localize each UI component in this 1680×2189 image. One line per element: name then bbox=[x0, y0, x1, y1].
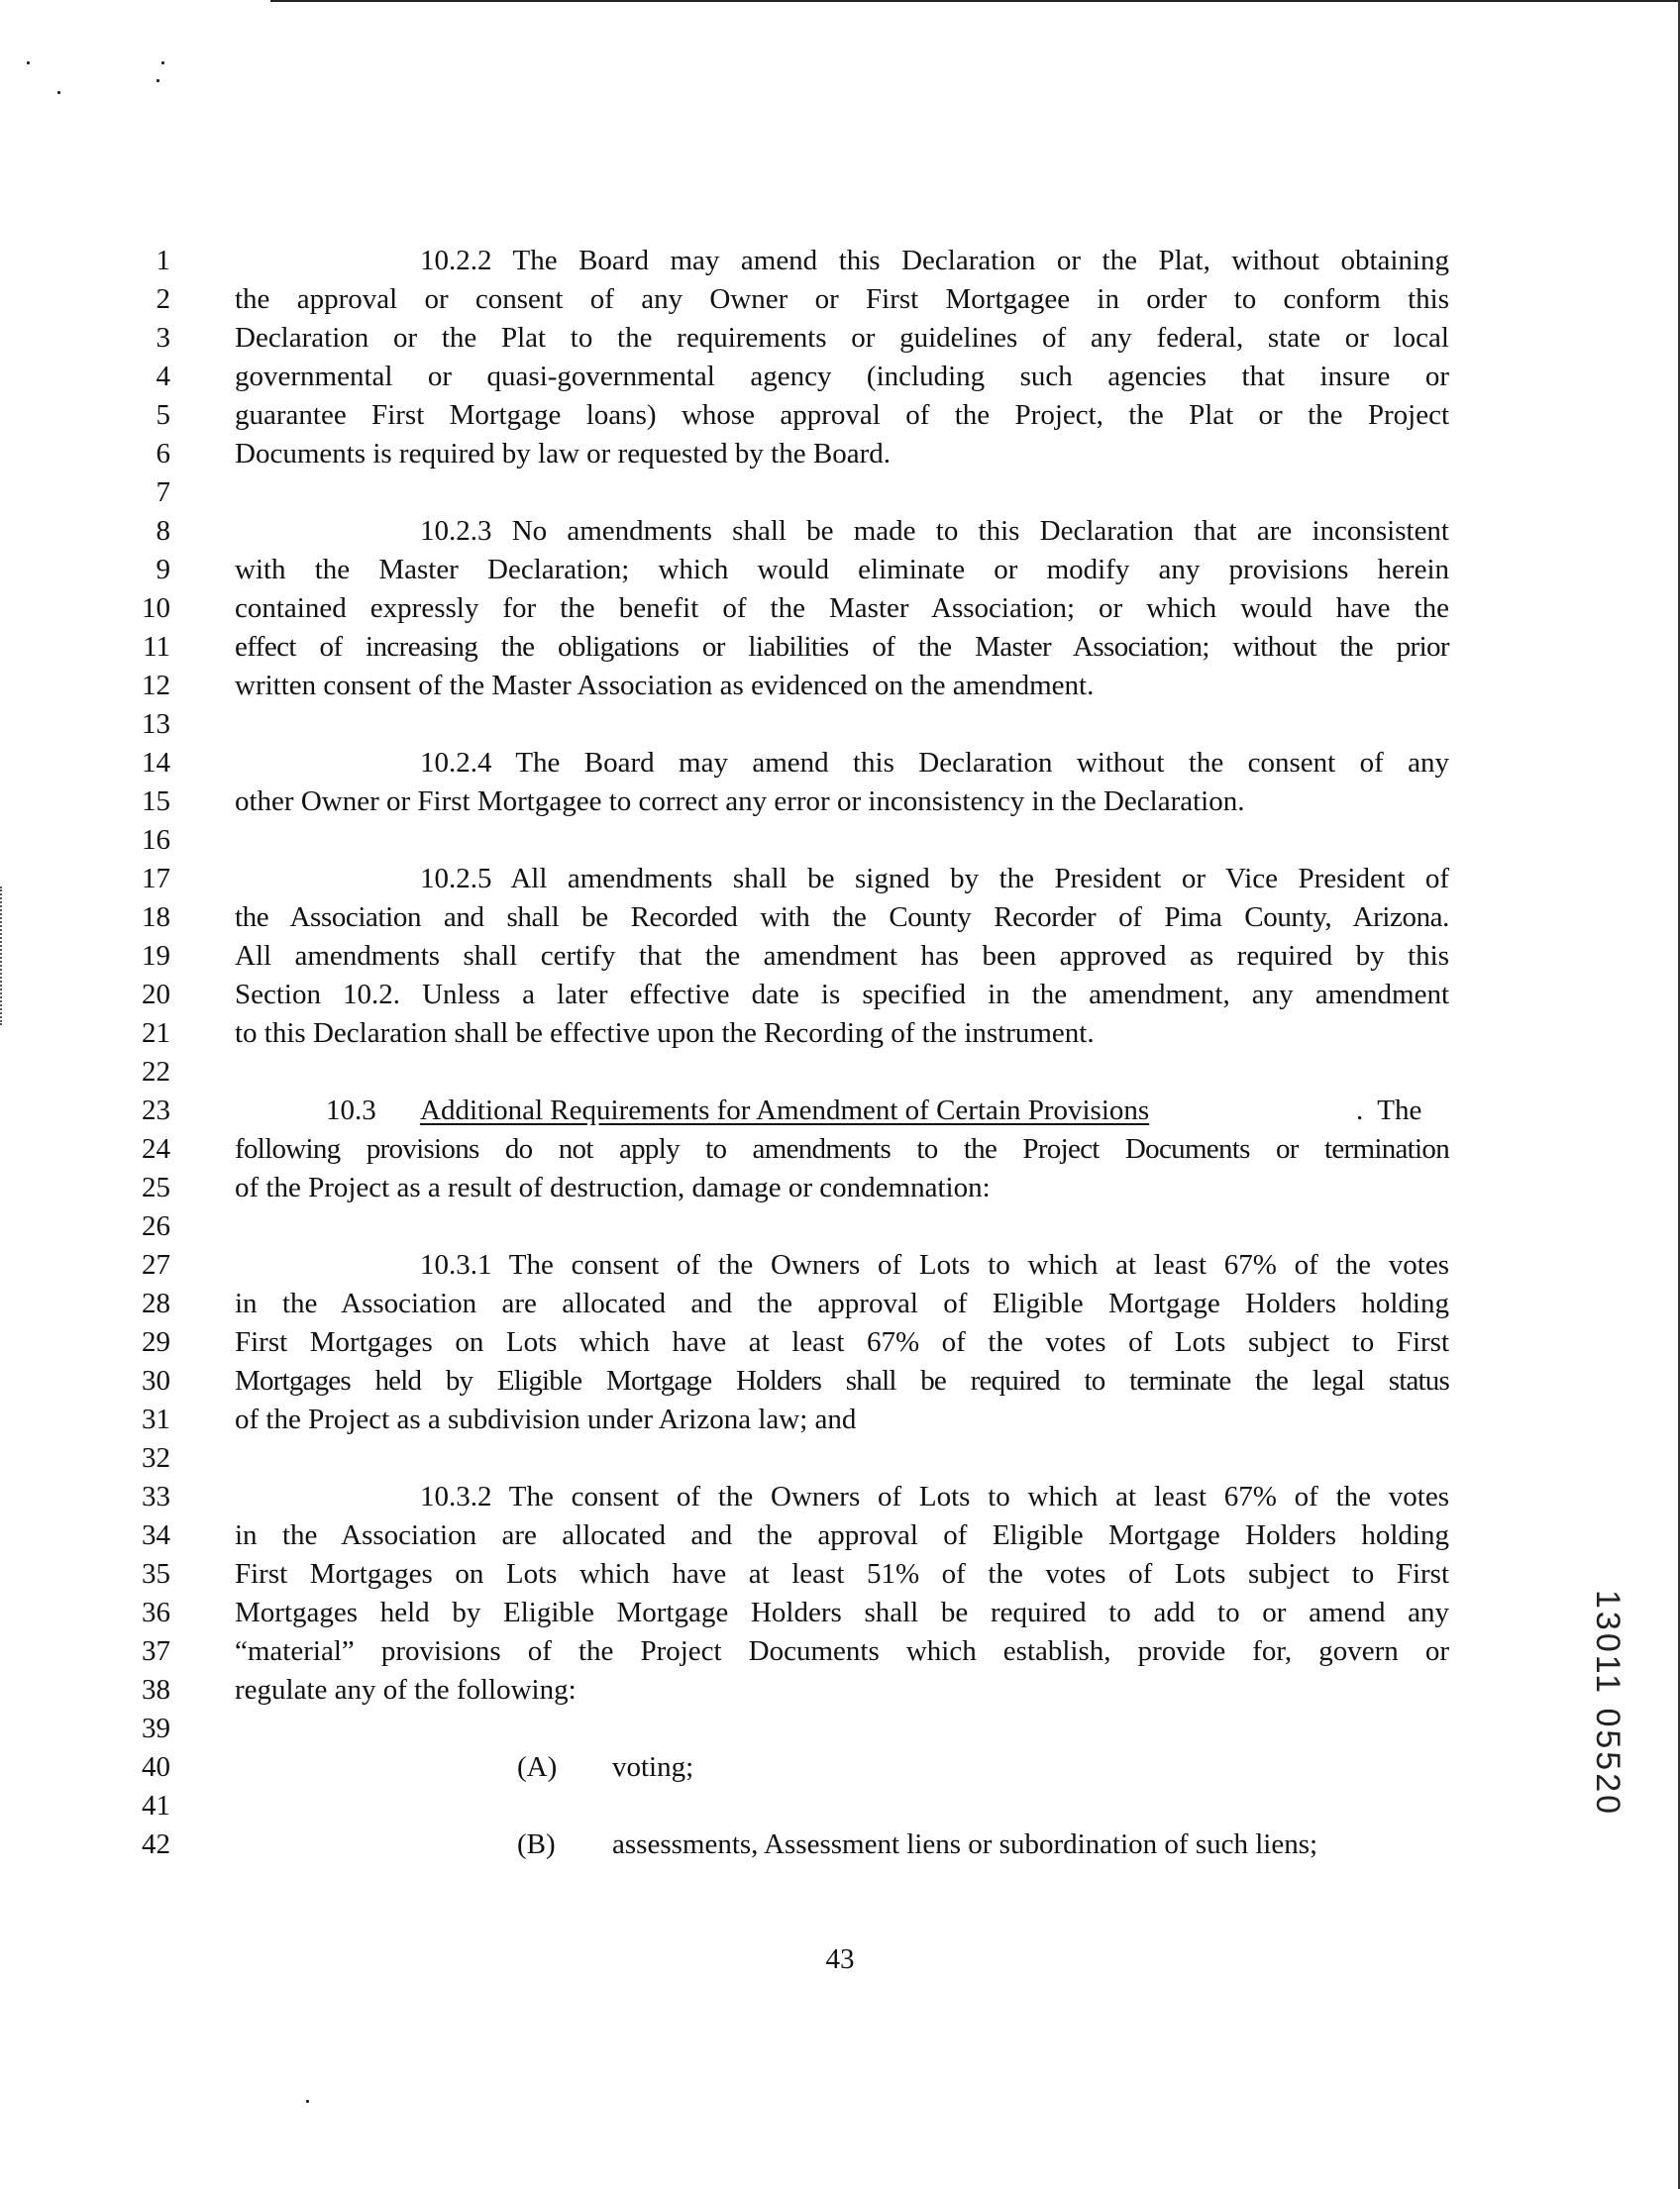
text-line: the Association and shall be Recorded with the County Recorder of Pima County, Arizona. bbox=[235, 901, 1449, 933]
text-line: First Mortgages on Lots which have at least 51% of the votes of Lots subject to First bbox=[235, 1558, 1449, 1590]
scan-top-border bbox=[270, 0, 1680, 2]
line-number: 40 bbox=[142, 1751, 170, 1783]
line-number: 36 bbox=[142, 1597, 170, 1628]
text-line: Declaration or the Plat to the requirements or guidelines of any federal, state or local bbox=[235, 322, 1449, 354]
section-heading-tail: . The bbox=[1356, 1094, 1422, 1126]
line-number: 33 bbox=[142, 1481, 170, 1512]
line-number: 3 bbox=[156, 322, 170, 354]
line-number: 6 bbox=[156, 438, 170, 469]
line-number: 2 bbox=[156, 283, 170, 315]
text-line: Mortgages held by Eligible Mortgage Holders shall be required to terminate the legal status bbox=[235, 1365, 1449, 1397]
list-item bbox=[235, 1825, 1449, 1864]
line-number: 16 bbox=[142, 824, 170, 856]
line-number: 32 bbox=[142, 1442, 170, 1474]
line-number: 22 bbox=[142, 1056, 170, 1088]
line-number: 38 bbox=[142, 1674, 170, 1706]
line-number: 8 bbox=[156, 515, 170, 547]
line-number: 7 bbox=[156, 476, 170, 508]
line-number: 14 bbox=[142, 747, 170, 779]
text-line: 10.3.1 The consent of the Owners of Lots to which at least 67% of the votes bbox=[420, 1249, 1449, 1281]
list-item bbox=[235, 1748, 1449, 1787]
line-number: 21 bbox=[142, 1017, 170, 1049]
line-number: 26 bbox=[142, 1210, 170, 1242]
recording-number-text: 13011 05520 bbox=[1589, 1590, 1627, 1818]
text-line: effect of increasing the obligations or liabilities of the Master Association; without the prior bbox=[235, 631, 1449, 663]
line-number: 15 bbox=[142, 785, 170, 817]
line-number: 19 bbox=[142, 940, 170, 972]
line-number: 4 bbox=[156, 361, 170, 392]
section-title: Additional Requirements for Amendment of Certain Provisions bbox=[420, 1094, 1150, 1126]
text-line: written consent of the Master Association as evidenced on the amendment. bbox=[235, 670, 1095, 701]
line-number: 11 bbox=[143, 631, 170, 663]
line-number: 29 bbox=[142, 1326, 170, 1358]
scan-speck bbox=[57, 91, 60, 94]
text-line: First Mortgages on Lots which have at least 67% of the votes of Lots subject to First bbox=[235, 1326, 1449, 1358]
text-line: with the Master Declaration; which would eliminate or modify any provisions herein bbox=[235, 554, 1449, 585]
text-line: 10.3.2 The consent of the Owners of Lots to which at least 67% of the votes bbox=[420, 1481, 1449, 1512]
text-line: of the Project as a result of destruction, damage or condemnation: bbox=[235, 1172, 991, 1203]
scan-speck bbox=[306, 2100, 309, 2103]
text-line: the approval or consent of any Owner or First Mortgagee in order to conform this bbox=[235, 283, 1449, 315]
line-number: 34 bbox=[142, 1519, 170, 1551]
text-line: guarantee First Mortgage loans) whose approval of the Project, the Plat or the Project bbox=[235, 399, 1449, 431]
text-line: 10.2.5 All amendments shall be signed by the President or Vice President of bbox=[420, 863, 1449, 894]
list-item-text: assessments, Assessment liens or subordination of such liens; bbox=[612, 1828, 1318, 1860]
line-number: 18 bbox=[142, 901, 170, 933]
text-line: “material” provisions of the Project Documents which establish, provide for, govern or bbox=[235, 1635, 1449, 1667]
page-number: 43 bbox=[825, 1943, 855, 1975]
recording-number bbox=[1589, 1590, 1628, 1867]
line-number: 9 bbox=[156, 554, 170, 585]
line-number: 17 bbox=[142, 863, 170, 894]
line-number: 39 bbox=[142, 1713, 170, 1744]
line-number: 23 bbox=[142, 1094, 170, 1126]
line-number: 24 bbox=[142, 1133, 170, 1165]
line-number: 5 bbox=[156, 399, 170, 431]
line-number: 20 bbox=[142, 979, 170, 1010]
list-item-label: (B) bbox=[517, 1828, 556, 1860]
scan-left-marks bbox=[0, 886, 4, 1025]
line-number: 42 bbox=[142, 1828, 170, 1860]
text-line: contained expressly for the benefit of the Master Association; or which would have the bbox=[235, 592, 1449, 624]
text-line: Section 10.2. Unless a later effective date is specified in the amendment, any amendment bbox=[235, 979, 1449, 1010]
list-item-text: voting; bbox=[612, 1751, 694, 1783]
line-number: 28 bbox=[142, 1288, 170, 1319]
line-number: 30 bbox=[142, 1365, 170, 1397]
line-number: 35 bbox=[142, 1558, 170, 1590]
text-line: in the Association are allocated and the approval of Eligible Mortgage Holders holding bbox=[235, 1288, 1449, 1319]
section-heading-line bbox=[235, 1092, 1449, 1130]
text-line: in the Association are allocated and the approval of Eligible Mortgage Holders holding bbox=[235, 1519, 1449, 1551]
section-number: 10.3 bbox=[326, 1094, 376, 1126]
text-line: 10.2.2 The Board may amend this Declaration or the Plat, without obtaining bbox=[420, 245, 1449, 276]
line-number: 37 bbox=[142, 1635, 170, 1667]
text-line: following provisions do not apply to amendments to the Project Documents or termination bbox=[235, 1133, 1449, 1165]
line-number: 12 bbox=[142, 670, 170, 701]
line-number: 1 bbox=[156, 245, 170, 276]
text-line: governmental or quasi-governmental agency (including such agencies that insure or bbox=[235, 361, 1449, 392]
text-line: Mortgages held by Eligible Mortgage Holders shall be required to add to or amend any bbox=[235, 1597, 1449, 1628]
line-number: 31 bbox=[142, 1404, 170, 1435]
text-line: Documents is required by law or requested by the Board. bbox=[235, 438, 891, 469]
list-item-label: (A) bbox=[517, 1751, 558, 1783]
text-line: to this Declaration shall be effective upon the Recording of the instrument. bbox=[235, 1017, 1095, 1049]
line-number: 25 bbox=[142, 1172, 170, 1203]
text-line: 10.2.3 No amendments shall be made to this Declaration that are inconsistent bbox=[420, 515, 1449, 547]
line-number: 41 bbox=[142, 1790, 170, 1822]
text-line: All amendments shall certify that the amendment has been approved as required by this bbox=[235, 940, 1449, 972]
text-line: regulate any of the following: bbox=[235, 1674, 577, 1706]
scan-speck bbox=[27, 61, 30, 64]
scan-speck bbox=[157, 79, 159, 82]
line-number: 13 bbox=[142, 708, 170, 740]
line-number: 27 bbox=[142, 1249, 170, 1281]
scan-speck bbox=[161, 61, 164, 64]
text-line: 10.2.4 The Board may amend this Declaration without the consent of any bbox=[420, 747, 1449, 779]
text-line: other Owner or First Mortgagee to correct any error or inconsistency in the Declaration. bbox=[235, 785, 1245, 817]
text-line: of the Project as a subdivision under Arizona law; and bbox=[235, 1404, 857, 1435]
line-number: 10 bbox=[142, 592, 170, 624]
